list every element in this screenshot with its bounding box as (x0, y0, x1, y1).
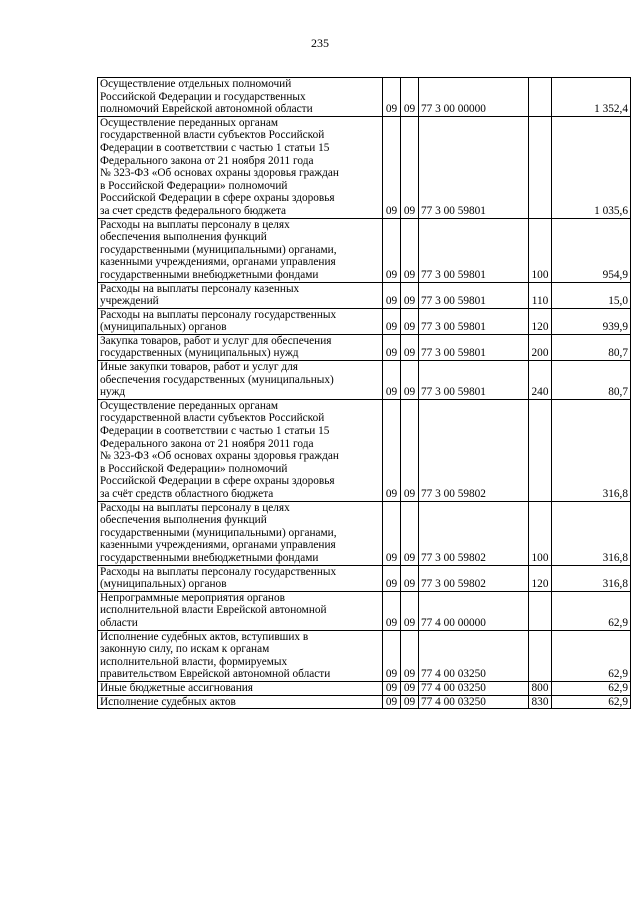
expense-type-cell: 120 (529, 565, 552, 591)
item-name-text: Осуществление отдельных полномочий Российской Федерации и государственных полномочий Еврейской автономной области (100, 78, 313, 116)
item-name-cell (98, 565, 383, 591)
subsection-code-cell: 09 (401, 334, 419, 360)
section-code-cell: 09 (383, 282, 401, 308)
amount-cell: 316,8 (552, 501, 631, 565)
item-name-text: Непрограммные мероприятия органов исполнительной власти Еврейской автономной области (100, 591, 327, 629)
table-row (98, 501, 631, 565)
expense-type-cell: 830 (529, 695, 552, 709)
item-name-text: Расходы на выплаты персоналу государственных (муниципальных) органов (100, 308, 337, 334)
target-article-cell: 77 3 00 00000 (419, 78, 529, 117)
subsection-code-cell: 09 (401, 565, 419, 591)
section-code-cell: 09 (383, 695, 401, 709)
item-name-text: Осуществление переданных органам государственной власти субъектов Российской Федерации в соответствии с частью 1 статьи 15 Федерального закона от 21 ноября 2011 года № 323-ФЗ «Об основах охраны здоровья граждан в Российской Федерации» полномочий Российской Федерации в сфере охраны здоровья за счет средств федерального бюджета (100, 116, 339, 217)
table-row (98, 116, 631, 218)
table-row (98, 282, 631, 308)
item-name-text: Иные бюджетные ассигнования (100, 681, 253, 694)
subsection-code-cell: 09 (401, 591, 419, 630)
item-name-text: Исполнение судебных актов (100, 695, 236, 708)
target-article-cell: 77 3 00 59801 (419, 218, 529, 282)
amount-cell: 62,9 (552, 591, 631, 630)
item-name-cell (98, 591, 383, 630)
page-number: 235 (311, 36, 329, 50)
section-code-cell: 09 (383, 116, 401, 218)
item-name-text: Закупка товаров, работ и услуг для обеспечения государственных (муниципальных) нужд (100, 334, 332, 360)
expense-type-cell: 800 (529, 681, 552, 695)
target-article-cell: 77 3 00 59801 (419, 361, 529, 400)
subsection-code-cell: 09 (401, 361, 419, 400)
expense-type-cell: 110 (529, 282, 552, 308)
expense-type-cell: 100 (529, 501, 552, 565)
table-row (98, 591, 631, 630)
item-name-cell (98, 361, 383, 400)
item-name-cell (98, 695, 383, 709)
amount-cell: 954,9 (552, 218, 631, 282)
section-code-cell: 09 (383, 591, 401, 630)
amount-cell: 80,7 (552, 361, 631, 400)
budget-table-body (98, 78, 631, 709)
item-name-cell (98, 116, 383, 218)
target-article-cell: 77 3 00 59801 (419, 308, 529, 334)
expense-type-cell (529, 116, 552, 218)
table-row (98, 361, 631, 400)
table-row (98, 334, 631, 360)
item-name-text: Осуществление переданных органам государственной власти субъектов Российской Федерации в соответствии с частью 1 статьи 15 Федерального закона от 21 ноября 2011 года № 323-ФЗ «Об основах охраны здоровья граждан в Российской Федерации» полномочий Российской Федерации в сфере охраны здоровья за счёт средств областного бюджета (100, 399, 339, 500)
section-code-cell: 09 (383, 681, 401, 695)
target-article-cell: 77 3 00 59802 (419, 565, 529, 591)
subsection-code-cell: 09 (401, 695, 419, 709)
amount-cell: 1 352,4 (552, 78, 631, 117)
subsection-code-cell: 09 (401, 630, 419, 681)
amount-cell: 62,9 (552, 681, 631, 695)
item-name-cell (98, 218, 383, 282)
item-name-cell (98, 681, 383, 695)
item-name-cell (98, 630, 383, 681)
subsection-code-cell: 09 (401, 78, 419, 117)
target-article-cell: 77 3 00 59801 (419, 116, 529, 218)
target-article-cell: 77 4 00 00000 (419, 591, 529, 630)
target-article-cell: 77 4 00 03250 (419, 695, 529, 709)
subsection-code-cell: 09 (401, 501, 419, 565)
expense-type-cell (529, 78, 552, 117)
table-row (98, 78, 631, 117)
subsection-code-cell: 09 (401, 681, 419, 695)
budget-table (97, 77, 631, 709)
table-row (98, 308, 631, 334)
section-code-cell: 09 (383, 399, 401, 501)
subsection-code-cell: 09 (401, 116, 419, 218)
item-name-cell (98, 399, 383, 501)
table-row (98, 695, 631, 709)
table-row (98, 399, 631, 501)
table-row (98, 565, 631, 591)
target-article-cell: 77 3 00 59802 (419, 501, 529, 565)
item-name-text: Расходы на выплаты персоналу в целях обеспечения выполнения функций государственными (муниципальными) органами, казенными учреждениями, органами управления государственными внебюджетными фондами (100, 501, 337, 564)
amount-cell: 1 035,6 (552, 116, 631, 218)
amount-cell: 316,8 (552, 565, 631, 591)
item-name-text: Расходы на выплаты персоналу государственных (муниципальных) органов (100, 565, 337, 591)
item-name-cell (98, 78, 383, 117)
section-code-cell: 09 (383, 630, 401, 681)
subsection-code-cell: 09 (401, 282, 419, 308)
item-name-text: Расходы на выплаты персоналу в целях обеспечения выполнения функций государственными (муниципальными) органами, казенными учреждениями, органами управления государственными внебюджетными фондами (100, 218, 337, 281)
section-code-cell: 09 (383, 501, 401, 565)
section-code-cell: 09 (383, 78, 401, 117)
amount-cell: 939,9 (552, 308, 631, 334)
expense-type-cell: 120 (529, 308, 552, 334)
target-article-cell: 77 3 00 59801 (419, 334, 529, 360)
amount-cell: 80,7 (552, 334, 631, 360)
section-code-cell: 09 (383, 361, 401, 400)
subsection-code-cell: 09 (401, 308, 419, 334)
expense-type-cell (529, 591, 552, 630)
target-article-cell: 77 4 00 03250 (419, 681, 529, 695)
amount-cell: 316,8 (552, 399, 631, 501)
item-name-cell (98, 282, 383, 308)
expense-type-cell: 240 (529, 361, 552, 400)
item-name-cell (98, 334, 383, 360)
section-code-cell: 09 (383, 308, 401, 334)
expense-type-cell: 100 (529, 218, 552, 282)
section-code-cell: 09 (383, 334, 401, 360)
amount-cell: 15,0 (552, 282, 631, 308)
expense-type-cell (529, 399, 552, 501)
item-name-cell (98, 308, 383, 334)
item-name-text: Расходы на выплаты персоналу казенных учреждений (100, 282, 300, 308)
subsection-code-cell: 09 (401, 399, 419, 501)
item-name-text: Иные закупки товаров, работ и услуг для обеспечения государственных (муниципальных) нужд (100, 361, 334, 399)
table-row (98, 218, 631, 282)
subsection-code-cell: 09 (401, 218, 419, 282)
section-code-cell: 09 (383, 565, 401, 591)
target-article-cell: 77 4 00 03250 (419, 630, 529, 681)
item-name-text: Исполнение судебных актов, вступивших в законную силу, по искам к органам исполнительной власти, формируемых правительством Еврейской автономной области (100, 630, 331, 681)
target-article-cell: 77 3 00 59801 (419, 282, 529, 308)
expense-type-cell (529, 630, 552, 681)
table-row (98, 630, 631, 681)
section-code-cell: 09 (383, 218, 401, 282)
item-name-cell (98, 501, 383, 565)
amount-cell: 62,9 (552, 695, 631, 709)
expense-type-cell: 200 (529, 334, 552, 360)
amount-cell: 62,9 (552, 630, 631, 681)
table-row (98, 681, 631, 695)
target-article-cell: 77 3 00 59802 (419, 399, 529, 501)
